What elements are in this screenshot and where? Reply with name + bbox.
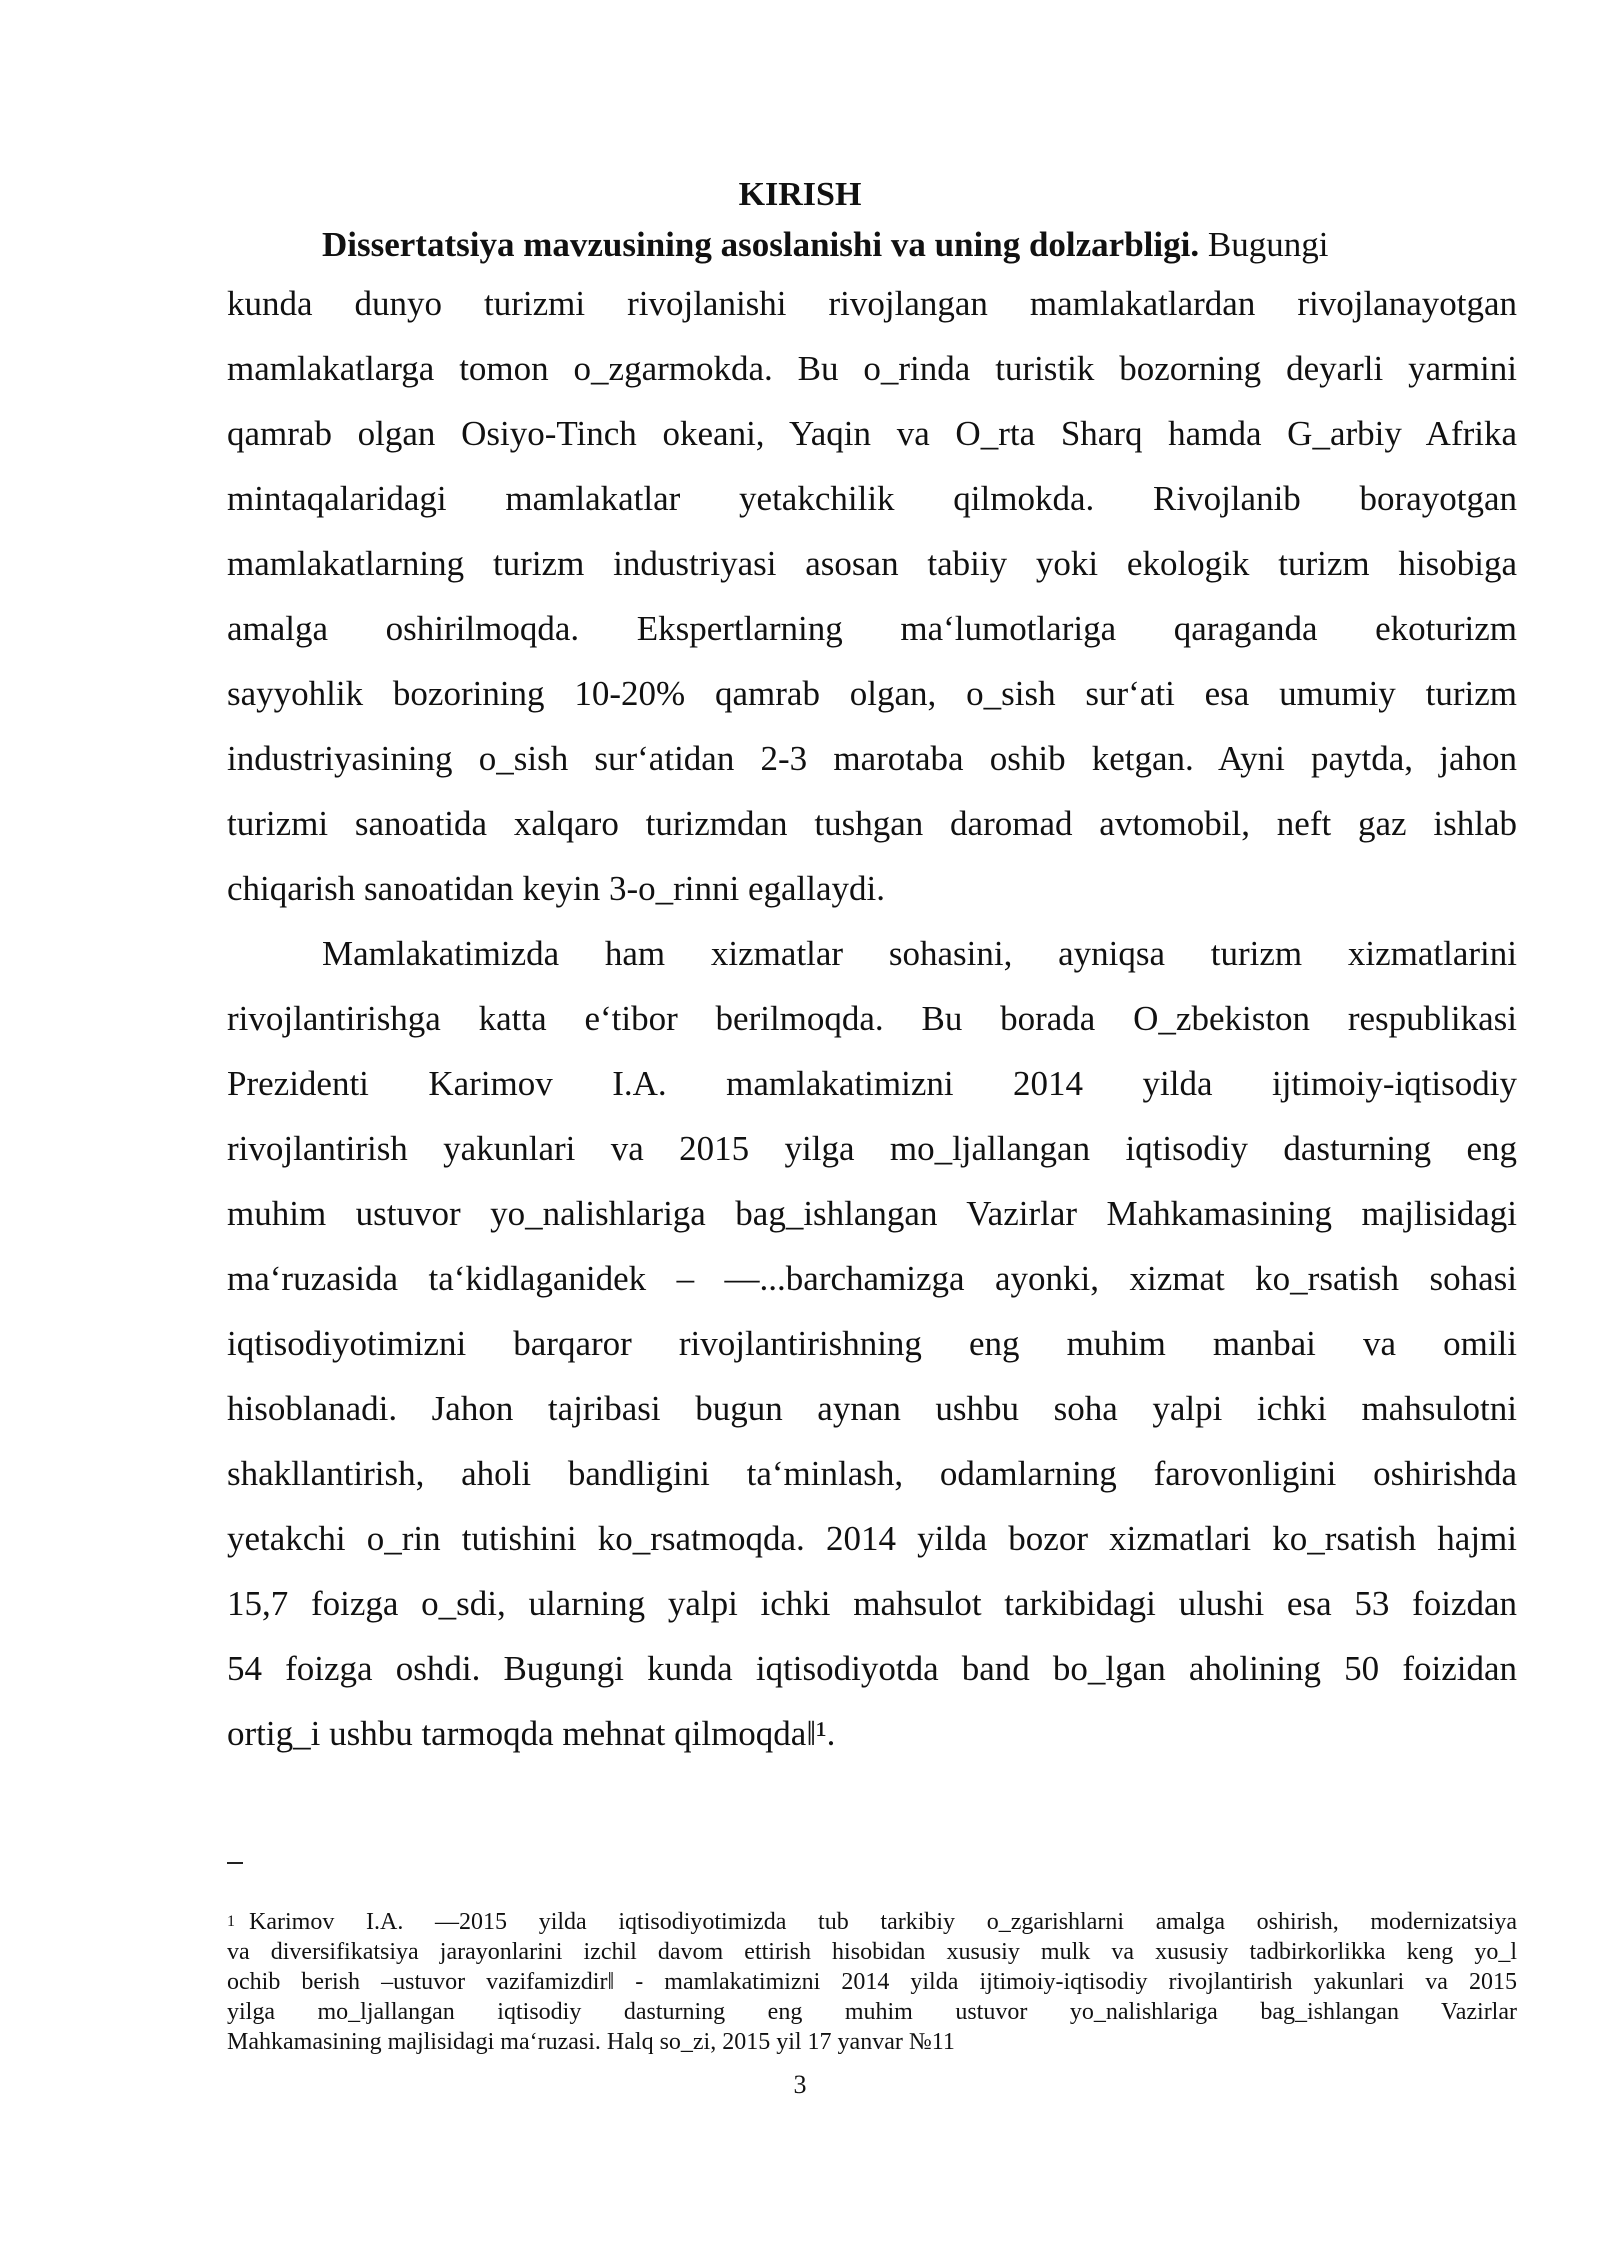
paragraph-1-line-3: mamlakatlarga tomon o_zgarmokda. Bu o_rinda turistik bozorning deyarli yarmini xyxy=(227,349,1517,388)
paragraph-1-line-1 xyxy=(322,223,1517,267)
paragraph-1-line-1-text: Bugungi xyxy=(1199,225,1329,264)
paragraph-1-line-8: sayyohlik bozorining 10-20% qamrab olgan, o_sish sur‘ati esa umumiy turizm xyxy=(227,674,1517,713)
footnote-separator xyxy=(227,1862,243,1864)
paragraph-2-line-4: rivojlantirish yakunlari va 2015 yilga mo_ljallangan iqtisodiy dasturning eng xyxy=(227,1129,1517,1168)
footnote-line-1 xyxy=(227,1908,1517,1936)
paragraph-2-line-3: Prezidenti Karimov I.A. mamlakatimizni 2014 yilda ijtimoiy-iqtisodiy xyxy=(227,1064,1517,1103)
paragraph-2-line-5: muhim ustuvor yo_nalishlariga bag_ishlangan Vazirlar Mahkamasining majlisidagi xyxy=(227,1194,1517,1233)
paragraph-2-line-8: hisoblanadi. Jahon tajribasi bugun aynan ushbu soha yalpi ichki mahsulotni xyxy=(227,1389,1517,1428)
footnote-line-4: yilga mo_ljallangan iqtisodiy dasturning eng muhim ustuvor yo_nalishlariga bag_ishlangan Vazirlar xyxy=(227,1999,1517,2025)
paragraph-2-line-6: ma‘ruzasida ta‘kidlaganidek – ―...barchamizga ayonki, xizmat ko_rsatish sohasi xyxy=(227,1259,1517,1298)
paragraph-1-line-9: industriyasining o_sish sur‘atidan 2-3 marotaba oshib ketgan. Ayni paytda, jahon xyxy=(227,739,1517,778)
paragraph-1-line-10: turizmi sanoatida xalqaro turizmdan tushgan daromad avtomobil, neft gaz ishlab xyxy=(227,804,1517,843)
footnote-line-3: ochib berish –ustuvor vazifamizdir‖ - mamlakatimizni 2014 yilda ijtimoiy-iqtisodiy rivojlantirish yakunlari va 2015 xyxy=(227,1969,1517,1995)
paragraph-2-line-13: ortig_i ushbu tarmoqda mehnat qilmoqda‖¹. xyxy=(227,1714,836,1753)
paragraph-2-line-9: shakllantirish, aholi bandligini ta‘minlash, odamlarning farovonligini oshirishda xyxy=(227,1454,1517,1493)
paragraph-2-line-12: 54 foizga oshdi. Bugungi kunda iqtisodiyotda band bo_lgan aholining 50 foizidan xyxy=(227,1649,1517,1688)
paragraph-1-line-4: qamrab olgan Osiyo-Tinch okeani, Yaqin va O_rta Sharq hamda G_arbiy Afrika xyxy=(227,414,1517,453)
paragraph-1-line-5: mintaqalaridagi mamlakatlar yetakchilik qilmokda. Rivojlanib borayotgan xyxy=(227,479,1517,518)
paragraph-1-line-7: amalga oshirilmoqda. Ekspertlarning ma‘lumotlariga qaraganda ekoturizm xyxy=(227,609,1517,648)
paragraph-2-line-7: iqtisodiyotimizni barqaror rivojlantirishning eng muhim manbai va omili xyxy=(227,1324,1517,1363)
paragraph-2-line-1: Mamlakatimizda ham xizmatlar sohasini, ayniqsa turizm xizmatlarini xyxy=(322,934,1517,973)
section-heading: Dissertatsiya mavzusining asoslanishi va uning dolzarbligi. xyxy=(322,225,1200,264)
footnote-line-1-text: Karimov I.A. ―2015 yilda iqtisodiyotimizda tub tarkibiy o_zgarishlarni amalga oshirish, modernizatsiya xyxy=(249,1909,1517,1935)
paragraph-1-line-6: mamlakatlarning turizm industriyasi asosan tabiiy yoki ekologik turizm hisobiga xyxy=(227,544,1517,583)
paragraph-2-line-10: yetakchi o_rin tutishini ko_rsatmoqda. 2014 yilda bozor xizmatlari ko_rsatish hajmi xyxy=(227,1519,1517,1558)
footnote-marker: 1 xyxy=(227,1913,235,1930)
paragraph-2-line-11: 15,7 foizga o_sdi, ularning yalpi ichki mahsulot tarkibidagi ulushi esa 53 foizdan xyxy=(227,1584,1517,1623)
page-title: KIRISH xyxy=(738,176,862,213)
paragraph-1-line-2: kunda dunyo turizmi rivojlanishi rivojlangan mamlakatlardan rivojlanayotgan xyxy=(227,284,1517,323)
page-number: 3 xyxy=(793,2070,807,2099)
paragraph-1-line-11: chiqarish sanoatidan keyin 3-o_rinni egallaydi. xyxy=(227,869,886,908)
footnote-line-2: va diversifikatsiya jarayonlarini izchil davom ettirish hisobidan xususiy mulk va xususiy tadbirkorlikka keng yo_l xyxy=(227,1939,1517,1965)
footnote-line-5: Mahkamasining majlisidagi ma‘ruzasi. Halq so_zi, 2015 yil 17 yanvar №11 xyxy=(227,2029,955,2055)
paragraph-2-line-2: rivojlantirishga katta e‘tibor berilmoqda. Bu borada O_zbekiston respublikasi xyxy=(227,999,1517,1038)
